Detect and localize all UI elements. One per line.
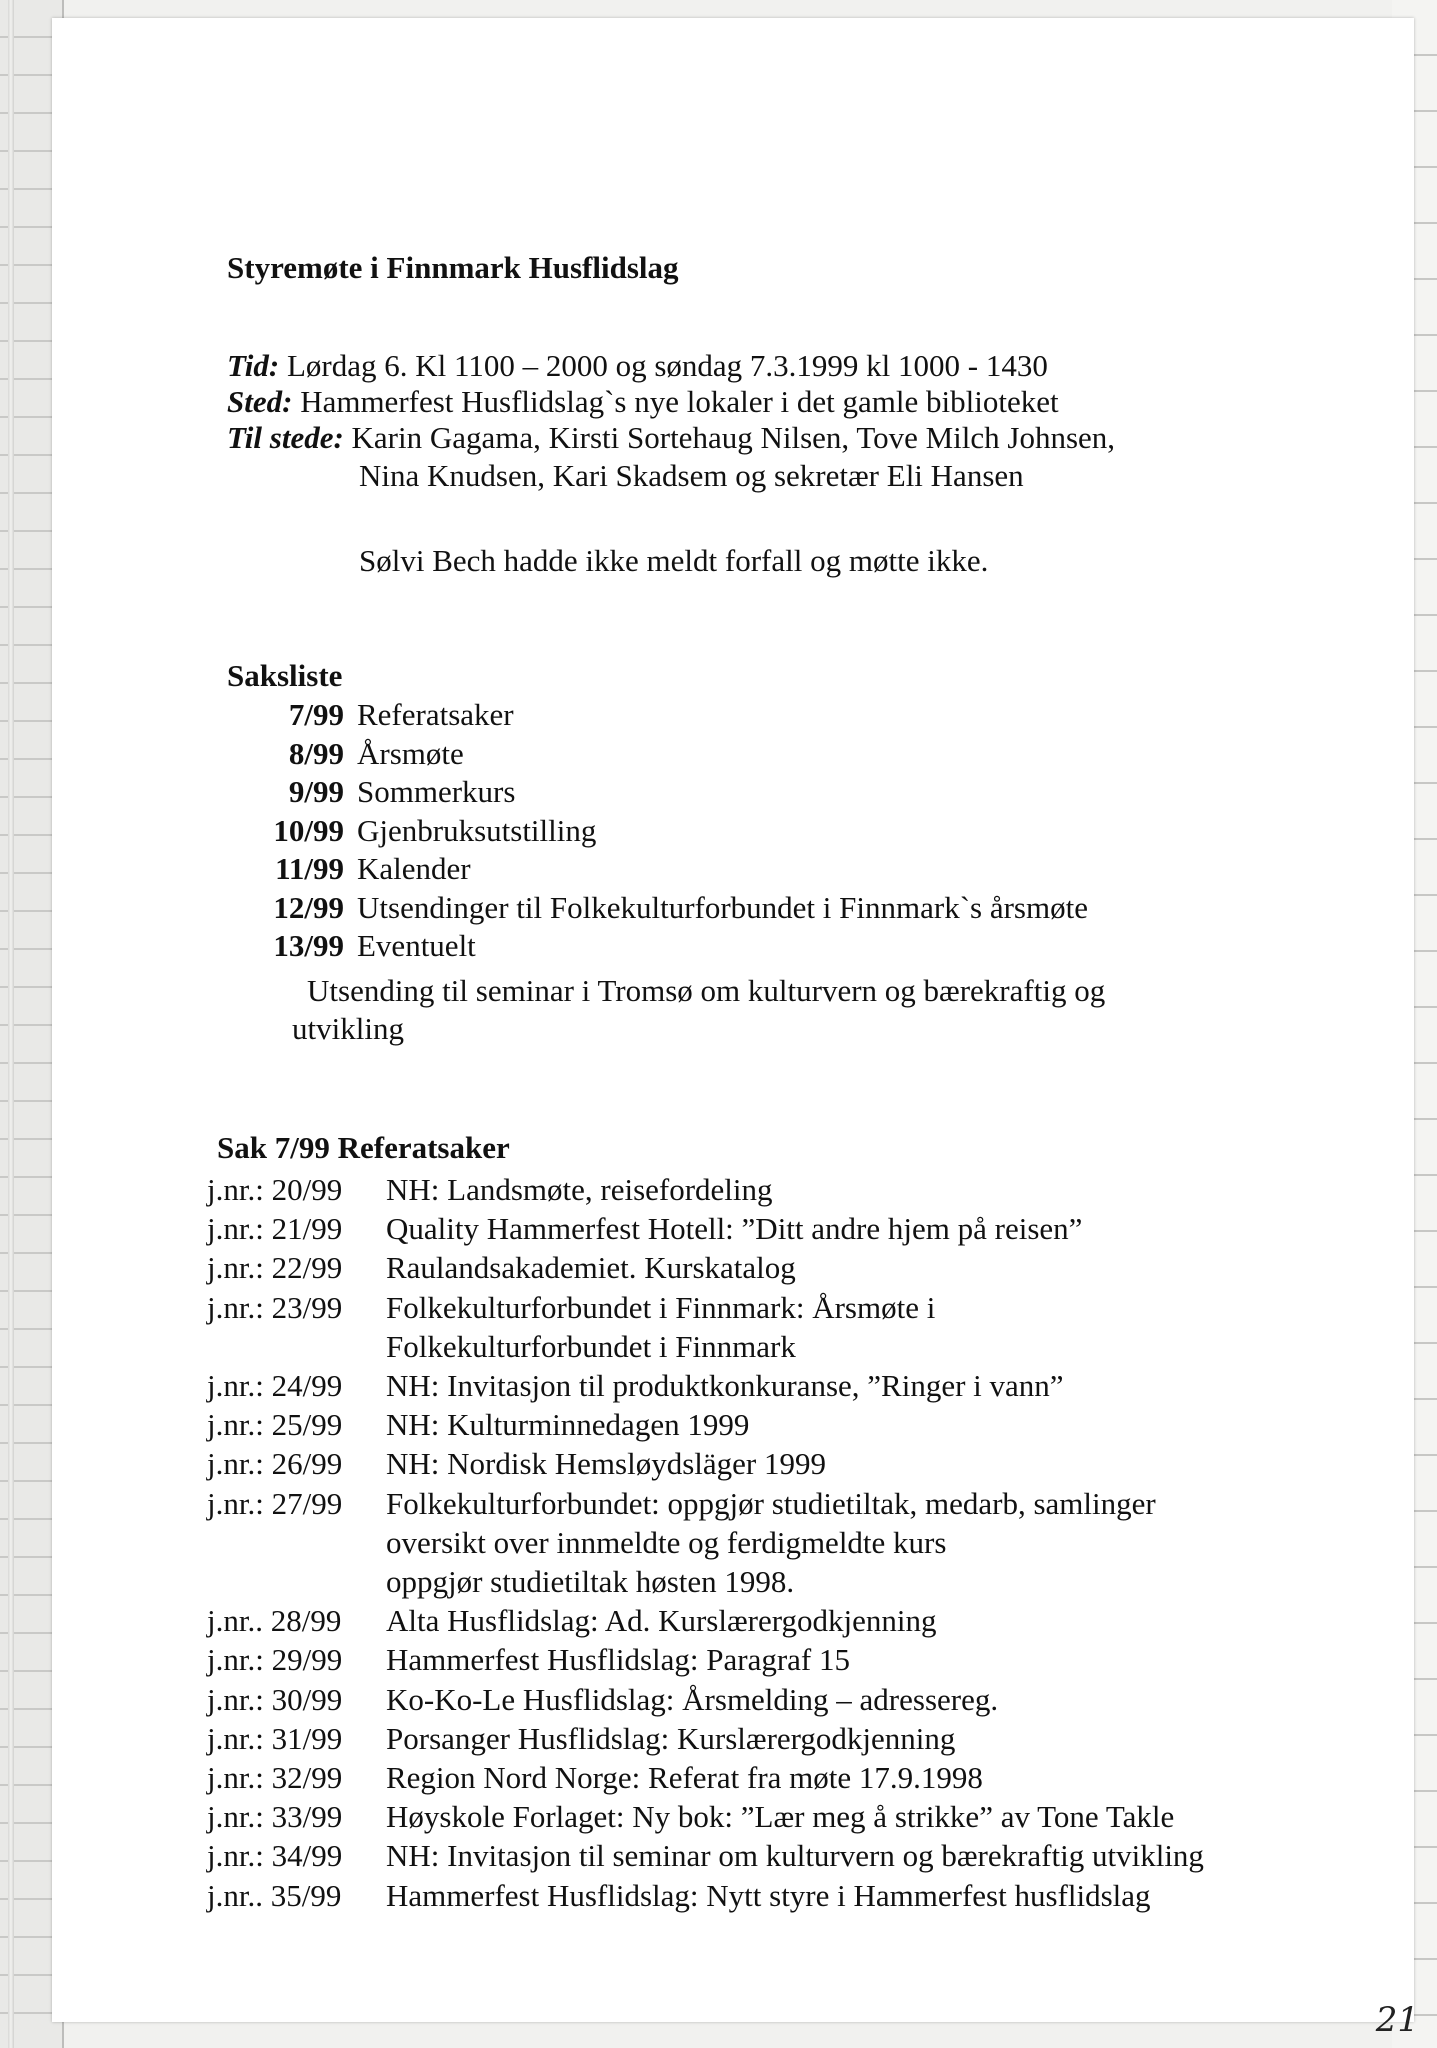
eventuelt-line2: utvikling bbox=[292, 1011, 404, 1046]
journal-number: j.nr.. 28/99 bbox=[207, 1603, 342, 1639]
saksliste-item-number: 13/99 bbox=[273, 928, 344, 963]
tilstede-line1: Karin Gagama, Kirsti Sortehaug Nilsen, Tove Milch Johnsen, bbox=[351, 420, 1116, 455]
page-number: 21 bbox=[1375, 2000, 1419, 2040]
saksliste-item-number: 7/99 bbox=[288, 697, 344, 732]
journal-description: oppgjør studietiltak høsten 1998. bbox=[386, 1564, 795, 1599]
tid-label: Tid: bbox=[227, 348, 280, 383]
document-page bbox=[52, 18, 1414, 2022]
journal-description: Hammerfest Husflidslag: Paragraf 15 bbox=[386, 1642, 851, 1678]
journal-description: NH: Invitasjon til seminar om kulturvern og bærekraftig utvikling bbox=[386, 1838, 1204, 1874]
saksliste-item-number: 9/99 bbox=[288, 774, 344, 809]
meta-tid bbox=[227, 348, 1048, 384]
journal-number: j.nr.: 27/99 bbox=[207, 1485, 343, 1521]
journal-description: NH: Invitasjon til produktkonkuranse, ”Ringer i vann” bbox=[386, 1368, 1064, 1403]
document-content bbox=[52, 18, 1414, 2022]
journal-description: Raulandsakademiet. Kurskatalog bbox=[386, 1250, 796, 1286]
saksliste-item-number: 8/99 bbox=[288, 735, 344, 771]
saksliste-item-number: 12/99 bbox=[273, 889, 344, 925]
journal-number: j.nr.: 26/99 bbox=[207, 1446, 343, 1482]
sted-value: Hammerfest Husflidslag`s nye lokaler i det gamle biblioteket bbox=[300, 384, 1059, 419]
saksliste-item-text: Gjenbruksutstilling bbox=[357, 812, 597, 848]
journal-description: Folkekulturforbundet i Finnmark bbox=[386, 1328, 796, 1364]
journal-description: NH: Landsmøte, reisefordeling bbox=[386, 1172, 773, 1207]
journal-number: j.nr.. 35/99 bbox=[207, 1877, 342, 1913]
journal-description: Alta Husflidslag: Ad. Kurslærergodkjenning bbox=[386, 1603, 937, 1639]
tid-value: Lørdag 6. Kl 1100 – 2000 og søndag 7.3.1999 kl 1000 - 1430 bbox=[286, 348, 1048, 383]
journal-description: Hammerfest Husflidslag: Nytt styre i Hammerfest husflidslag bbox=[386, 1877, 1151, 1913]
journal-number: j.nr.: 25/99 bbox=[207, 1407, 343, 1443]
sted-label: Sted: bbox=[227, 384, 293, 419]
journal-number: j.nr.: 22/99 bbox=[207, 1250, 343, 1286]
journal-number: j.nr.: 20/99 bbox=[207, 1172, 343, 1207]
saksliste-item-text: Eventuelt bbox=[357, 928, 476, 963]
journal-description: Quality Hammerfest Hotell: ”Ditt andre hjem på reisen” bbox=[386, 1211, 1083, 1247]
journal-number: j.nr.: 33/99 bbox=[207, 1799, 343, 1835]
meta-tilstede bbox=[227, 420, 1115, 456]
journal-description: oversikt over innmeldte og ferdigmeldte kurs bbox=[386, 1524, 947, 1560]
saksliste-item-text: Sommerkurs bbox=[357, 774, 516, 809]
saksliste-item-text: Kalender bbox=[357, 851, 471, 886]
saksliste-item-number: 11/99 bbox=[275, 851, 344, 886]
sak7-heading: Sak 7/99 Referatsaker bbox=[217, 1130, 510, 1165]
journal-number: j.nr.: 30/99 bbox=[207, 1681, 343, 1717]
journal-number: j.nr.: 34/99 bbox=[207, 1838, 343, 1874]
document-title: Styremøte i Finnmark Husflidslag bbox=[227, 250, 679, 285]
journal-number: j.nr.: 32/99 bbox=[207, 1760, 343, 1795]
meta-sted bbox=[227, 384, 1059, 420]
binder-edge bbox=[8, 0, 14, 2048]
saksliste-heading: Saksliste bbox=[227, 658, 343, 693]
journal-description: Ko-Ko-Le Husflidslag: Årsmelding – adressereg. bbox=[386, 1681, 999, 1717]
journal-description: NH: Kulturminnedagen 1999 bbox=[386, 1407, 750, 1443]
absent-note: Sølvi Bech hadde ikke meldt forfall og møtte ikke. bbox=[359, 543, 989, 578]
saksliste-item-text: Utsendinger til Folkekulturforbundet i Finnmark`s årsmøte bbox=[357, 889, 1088, 925]
tilstede-label: Til stede: bbox=[227, 420, 344, 455]
journal-number: j.nr.: 23/99 bbox=[207, 1289, 343, 1325]
journal-description: NH: Nordisk Hemsløydsläger 1999 bbox=[386, 1446, 826, 1482]
journal-description: Region Nord Norge: Referat fra møte 17.9.1998 bbox=[386, 1760, 983, 1795]
journal-description: Porsanger Husflidslag: Kurslærergodkjenning bbox=[386, 1720, 956, 1756]
journal-description: Folkekulturforbundet i Finnmark: Årsmøte i bbox=[386, 1289, 936, 1325]
saksliste-item-text: Referatsaker bbox=[357, 697, 514, 732]
tilstede-line2: Nina Knudsen, Kari Skadsem og sekretær Eli Hansen bbox=[359, 458, 1024, 493]
eventuelt-line1: Utsending til seminar i Tromsø om kulturvern og bærekraftig og bbox=[307, 973, 1106, 1008]
journal-description: Høyskole Forlaget: Ny bok: ”Lær meg å strikke” av Tone Takle bbox=[386, 1799, 1175, 1835]
saksliste-item-number: 10/99 bbox=[273, 812, 344, 848]
journal-number: j.nr.: 21/99 bbox=[207, 1211, 343, 1247]
saksliste-item-text: Årsmøte bbox=[357, 735, 464, 771]
journal-description: Folkekulturforbundet: oppgjør studietiltak, medarb, samlinger bbox=[386, 1485, 1156, 1521]
journal-number: j.nr.: 29/99 bbox=[207, 1642, 343, 1678]
journal-number: j.nr.: 31/99 bbox=[207, 1720, 343, 1756]
journal-number: j.nr.: 24/99 bbox=[207, 1368, 343, 1403]
